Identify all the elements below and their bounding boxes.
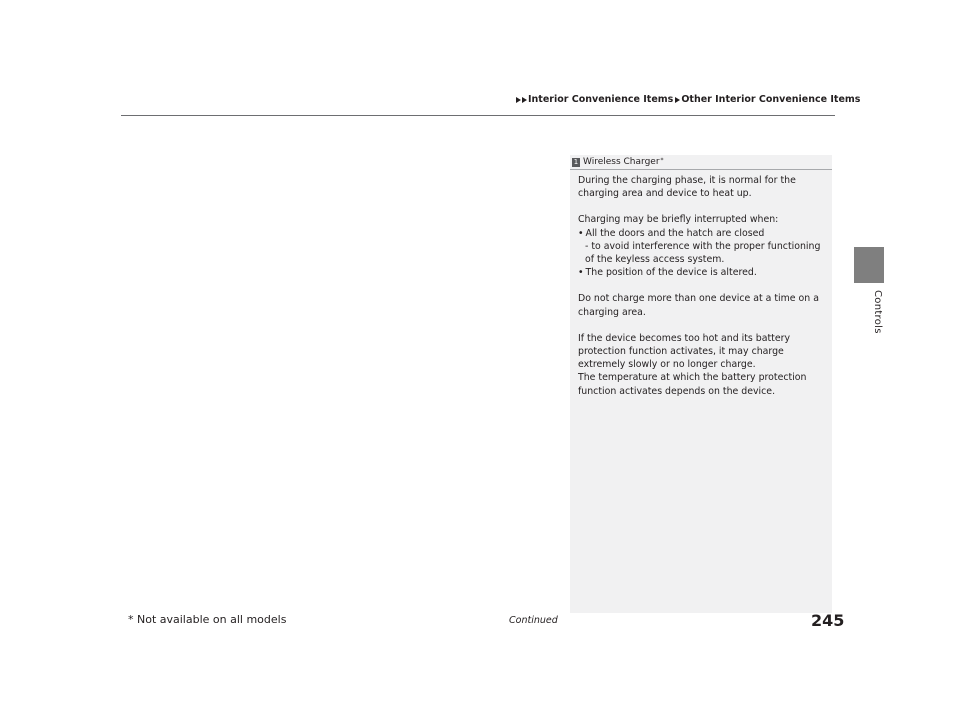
note-reference-icon: 1 — [573, 158, 579, 166]
note-bullet-detail: - to avoid interference with the proper functioning of the keyless access system. — [585, 240, 821, 266]
section-tab-label: Controls — [872, 290, 883, 334]
section-tab-marker — [854, 247, 884, 283]
note-title — [570, 155, 832, 170]
breadcrumb-arrow-icon — [516, 97, 521, 103]
note-paragraph: If the device becomes too hot and its battery protection function activates, it may charge extremely slowly or no longer charge. — [578, 332, 790, 371]
note-body — [570, 170, 832, 398]
note-bullet: • All the doors and the hatch are closed — [578, 227, 828, 240]
breadcrumb — [516, 94, 860, 105]
page-number: 245 — [811, 611, 845, 630]
breadcrumb-item-other-interior-convenience[interactable]: Other Interior Convenience Items — [681, 94, 861, 105]
note-paragraph: During the charging phase, it is normal for the charging area and device to heat up. — [578, 175, 796, 200]
note-title-mark: * — [660, 157, 664, 164]
note-title-text: Wireless Charger — [583, 157, 660, 167]
note-panel — [570, 155, 832, 613]
note-paragraph: Charging may be briefly interrupted when: — [578, 214, 779, 226]
breadcrumb-item-interior-convenience[interactable]: Interior Convenience Items — [528, 94, 674, 105]
note-paragraph: Do not charge more than one device at a time on a charging area. — [578, 293, 819, 318]
note-bullet: • The position of the device is altered. — [578, 266, 828, 279]
breadcrumb-arrow-icon — [675, 97, 680, 103]
header-rule — [121, 115, 835, 116]
continued-label: Continued — [509, 615, 558, 626]
note-paragraph: The temperature at which the battery protection function activates depends on the device. — [578, 372, 807, 397]
footnote: * Not available on all models — [128, 613, 287, 626]
breadcrumb-arrow-icon — [522, 97, 527, 103]
